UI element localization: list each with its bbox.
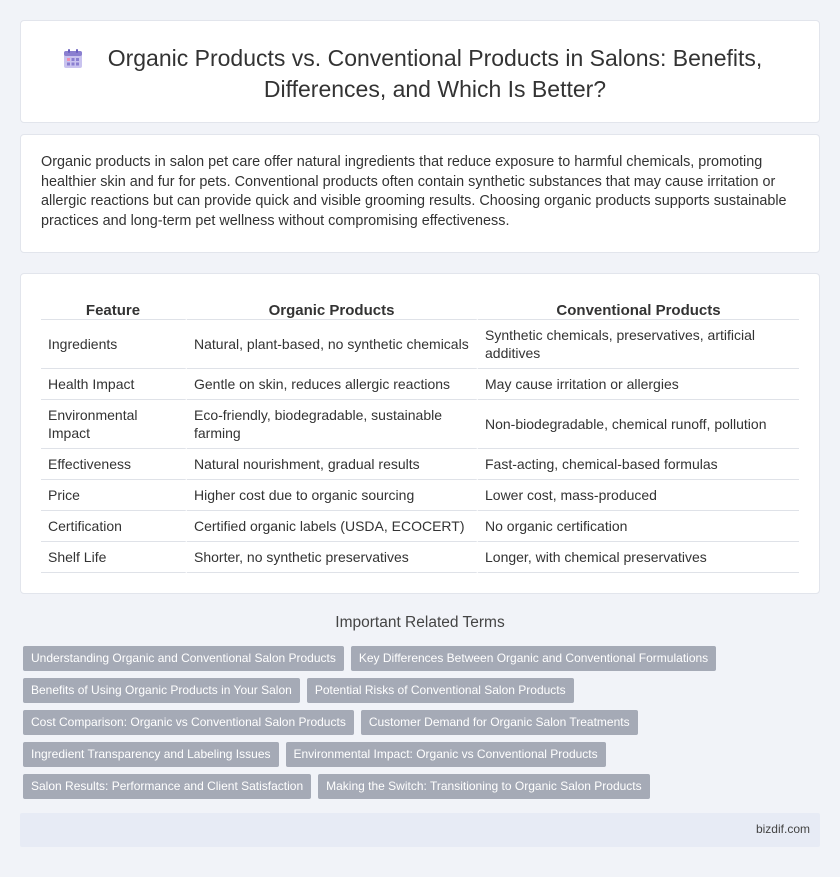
related-term-link[interactable]: Salon Results: Performance and Client Satisfaction xyxy=(23,774,311,799)
related-term-link[interactable]: Environmental Impact: Organic vs Conventional Products xyxy=(286,742,606,767)
conventional-cell: Non-biodegradable, chemical runoff, pollution xyxy=(478,400,799,449)
table-row xyxy=(41,320,799,369)
tag-row xyxy=(23,646,823,678)
conventional-cell: No organic certification xyxy=(478,511,799,542)
tag-row xyxy=(23,710,823,742)
related-terms-heading: Important Related Terms xyxy=(335,614,505,631)
organic-cell: Higher cost due to organic sourcing xyxy=(187,480,478,511)
feature-cell: Ingredients xyxy=(41,320,187,369)
related-term-link[interactable]: Potential Risks of Conventional Salon Products xyxy=(307,678,574,703)
footer-site-link[interactable]: bizdif.com xyxy=(755,822,810,836)
table-row xyxy=(41,400,799,449)
conventional-cell: Lower cost, mass-produced xyxy=(478,480,799,511)
table-row xyxy=(41,369,799,400)
related-term-link[interactable]: Cost Comparison: Organic vs Conventional Salon Products xyxy=(23,710,354,735)
feature-cell: Shelf Life xyxy=(41,542,187,573)
organic-cell: Natural, plant-based, no synthetic chemicals xyxy=(187,320,478,369)
organic-cell: Natural nourishment, gradual results xyxy=(187,449,478,480)
column-header-conventional: Conventional Products xyxy=(478,294,799,320)
conventional-cell: Longer, with chemical preservatives xyxy=(478,542,799,573)
feature-cell: Environmental Impact xyxy=(41,400,187,449)
related-term-link[interactable]: Ingredient Transparency and Labeling Issues xyxy=(23,742,279,767)
related-term-link[interactable]: Key Differences Between Organic and Conventional Formulations xyxy=(351,646,716,671)
column-header-feature: Feature xyxy=(41,294,187,320)
title-card xyxy=(20,20,820,123)
organic-cell: Shorter, no synthetic preservatives xyxy=(187,542,478,573)
related-term-link[interactable]: Making the Switch: Transitioning to Organic Salon Products xyxy=(318,774,650,799)
table-row xyxy=(41,511,799,542)
tag-row xyxy=(23,774,823,806)
feature-cell: Certification xyxy=(41,511,187,542)
organic-cell: Certified organic labels (USDA, ECOCERT) xyxy=(187,511,478,542)
related-terms-list xyxy=(23,646,823,806)
feature-cell: Effectiveness xyxy=(41,449,187,480)
feature-cell: Price xyxy=(41,480,187,511)
conventional-cell: May cause irritation or allergies xyxy=(478,369,799,400)
intro-card xyxy=(20,134,820,253)
table-row xyxy=(41,449,799,480)
table-row xyxy=(41,480,799,511)
conventional-cell: Synthetic chemicals, preservatives, artificial additives xyxy=(478,320,799,369)
table-header-row xyxy=(41,294,799,320)
conventional-cell: Fast-acting, chemical-based formulas xyxy=(478,449,799,480)
tag-row xyxy=(23,678,823,710)
comparison-table-card xyxy=(20,273,820,594)
organic-cell: Gentle on skin, reduces allergic reactions xyxy=(187,369,478,400)
page-title: Organic Products vs. Conventional Products in Salons: Benefits, Differences, and Which Is Better? xyxy=(107,45,763,102)
related-term-link[interactable]: Understanding Organic and Conventional Salon Products xyxy=(23,646,344,671)
organic-cell: Eco-friendly, biodegradable, sustainable farming xyxy=(187,400,478,449)
related-term-link[interactable]: Customer Demand for Organic Salon Treatments xyxy=(361,710,638,735)
footer xyxy=(20,813,820,847)
column-header-organic: Organic Products xyxy=(187,294,478,320)
tag-row xyxy=(23,742,823,774)
intro-paragraph: Organic products in salon pet care offer natural ingredients that reduce exposure to harmful chemicals, promoting healthier skin and fur for pets. Conventional products often contain synthetic substances that may cause irritation or allergic reactions but can provide quick and visible grooming results. Choosing organic products supports sustainable practices and long-term pet wellness without compromising effectiveness. xyxy=(41,154,787,229)
related-term-link[interactable]: Benefits of Using Organic Products in Your Salon xyxy=(23,678,300,703)
table-row xyxy=(41,542,799,573)
comparison-table xyxy=(41,294,799,573)
feature-cell: Health Impact xyxy=(41,369,187,400)
